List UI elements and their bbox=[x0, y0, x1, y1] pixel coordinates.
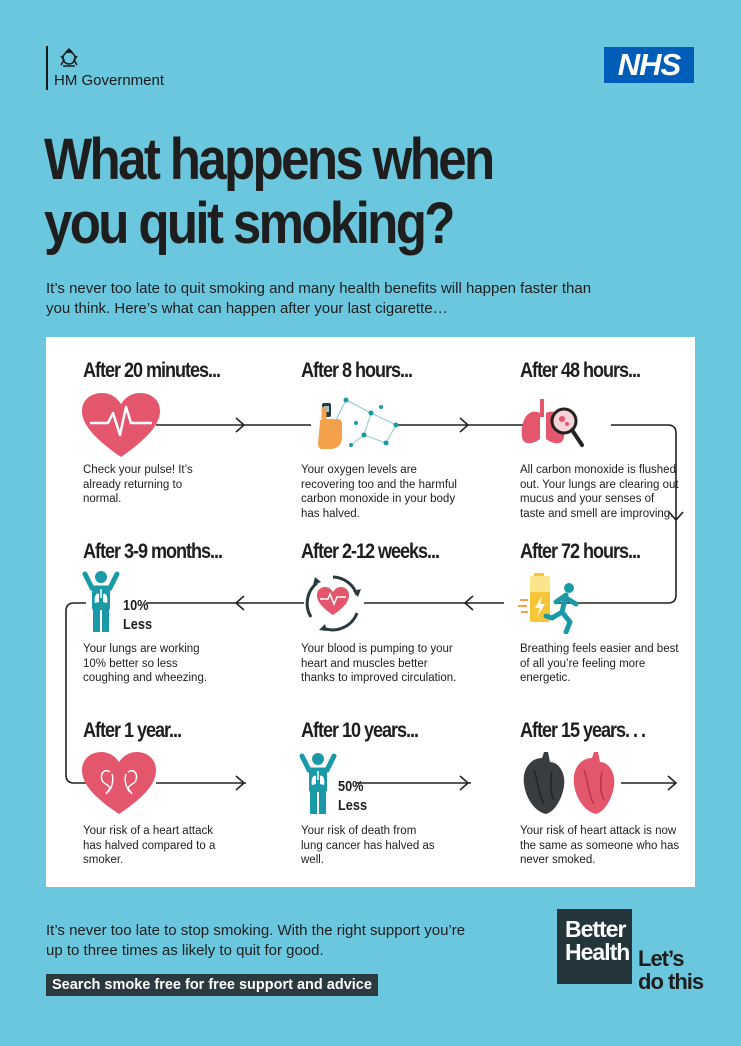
footer-text: It’s never too late to stop smoking. With the right support you’re up to three times as likely to quit for good. bbox=[46, 922, 466, 959]
intro-text: It’s never too late to quit smoking and many health benefits will happen faster than you think. Here’s what can happen after your last cigarette… bbox=[46, 280, 592, 317]
step-text: Your lungs are working 10% better so less coughing and wheezing. bbox=[83, 643, 208, 684]
percent-badge-word: Less bbox=[123, 616, 153, 633]
better-health-logo: Better Health bbox=[557, 909, 632, 984]
nhs-logo: NHS bbox=[604, 47, 694, 83]
step-heading: After 3-9 months... bbox=[83, 540, 222, 563]
page-title: What happens when you quit smoking? bbox=[44, 127, 493, 256]
step-text: Your risk of death from lung cancer has halved as well. bbox=[301, 825, 435, 866]
person-lungs-icon bbox=[299, 752, 337, 816]
percent-badge-word: Less bbox=[338, 797, 368, 814]
step-text: Your risk of heart attack is now the same as someone who has never smoked. bbox=[520, 825, 680, 866]
step-text: Check your pulse! It’s already returning to normal. bbox=[83, 464, 193, 505]
step-text: Your oxygen levels are recovering too and the harmful carbon monoxide in your body has halved. bbox=[301, 464, 457, 520]
step-heading: After 8 hours... bbox=[301, 359, 412, 382]
step-text: Your risk of a heart attack has halved compared to a smoker. bbox=[83, 825, 216, 866]
royal-crest-icon bbox=[58, 46, 80, 68]
step-heading: After 48 hours... bbox=[520, 359, 640, 382]
step-heading: After 15 years. . . bbox=[520, 719, 645, 742]
government-name: HM Government bbox=[54, 72, 165, 89]
step-text: Your blood is pumping to your heart and muscles better thanks to improved circulation. bbox=[301, 643, 457, 684]
search-smoke-free-banner: Search smoke free for free support and advice bbox=[46, 974, 378, 996]
timeline-panel bbox=[46, 337, 695, 887]
oxygen-molecule-icon bbox=[316, 395, 406, 453]
step-heading: After 20 minutes... bbox=[83, 359, 220, 382]
step-heading: After 72 hours... bbox=[520, 540, 640, 563]
lets-do-this-tagline: Let’s do this bbox=[638, 946, 704, 994]
step-text: Breathing feels easier and best of all you’re feeling more energetic. bbox=[520, 643, 679, 684]
running-battery-icon bbox=[518, 570, 582, 634]
circulation-heart-icon bbox=[303, 573, 363, 633]
heart-pulse-icon bbox=[82, 393, 160, 459]
step-heading: After 1 year... bbox=[83, 719, 181, 742]
heart-faces-icon bbox=[82, 752, 156, 816]
hm-government-logo bbox=[46, 46, 164, 90]
percent-badge: 10% bbox=[123, 597, 149, 614]
two-hearts-icon bbox=[520, 750, 620, 818]
step-heading: After 10 years... bbox=[301, 719, 418, 742]
percent-badge: 50% bbox=[338, 778, 364, 795]
step-heading: After 2-12 weeks... bbox=[301, 540, 440, 563]
step-text: All carbon monoxide is flushed out. Your lungs are clearing out mucus and your senses of taste and smell are improving. bbox=[520, 464, 679, 520]
lungs-magnifier-icon bbox=[520, 393, 586, 459]
person-lungs-icon bbox=[82, 570, 120, 634]
